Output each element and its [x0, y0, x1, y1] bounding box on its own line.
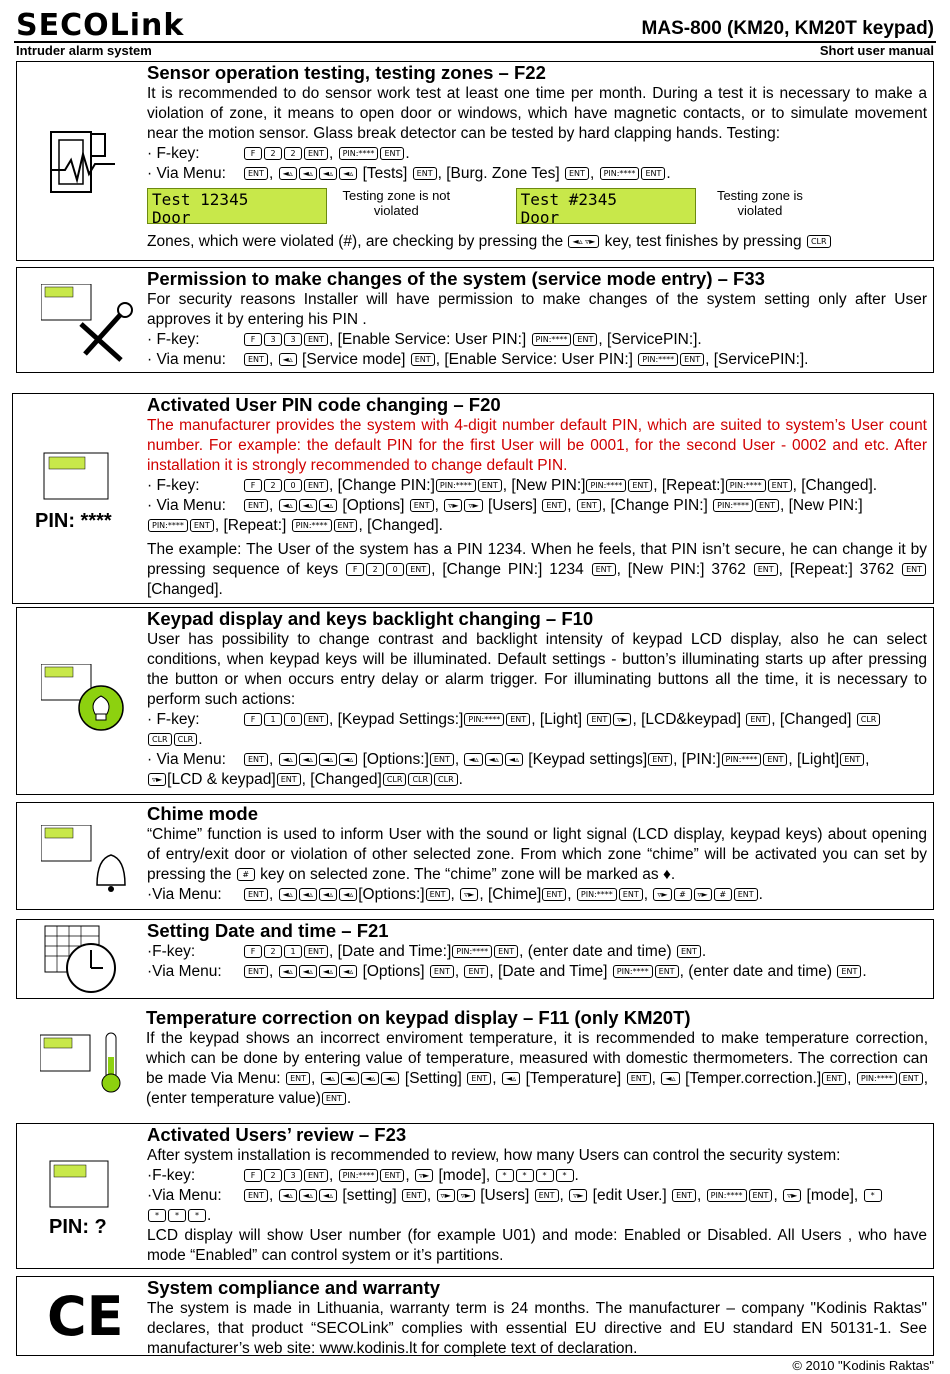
key-star: *	[864, 1189, 882, 1202]
key-left: ◄▵	[279, 888, 297, 901]
key-f: F	[244, 147, 262, 160]
key-ent: ENT	[467, 1072, 491, 1085]
key-ent: ENT	[746, 713, 770, 726]
lcd-note: Testing zone is violated	[716, 188, 803, 218]
key-ent: ENT	[430, 965, 454, 978]
fkey-line: · F-key: F 1 0 ENT , [Keypad Settings:] PIN:**** ENT , [Light] ENT ▿► , [LCD&keypad] ENT , [Changed] CLR CLR CLR .	[147, 710, 927, 750]
key-right: ▿►	[613, 713, 631, 726]
section-users-review	[16, 1123, 934, 1269]
paragraph: The system is made in Lithuania, warranty term is 24 months. The manufacturer – company "Kodinis Raktas" declares, that product “SECOLink” complies with essential EU directive and EU standard EN 50131-1. See manufacturer’s web site: www.kodinis.lt for complete text of declaration.	[147, 1300, 927, 1357]
key-clr: CLR	[807, 235, 831, 248]
key-right: ▿►	[569, 1189, 587, 1202]
key-ent: ENT	[430, 753, 454, 766]
key-ent: ENT	[587, 713, 611, 726]
key-right: ▿►	[464, 499, 482, 512]
key-ent: ENT	[190, 519, 214, 532]
chime-mark-icon: ♦	[663, 866, 671, 883]
key-ent: ENT	[840, 753, 864, 766]
section-heading: Permission to make changes of the system (service mode entry) – F33	[147, 268, 765, 289]
ce-mark-icon: CE	[47, 1285, 124, 1348]
key-ent: ENT	[402, 1189, 426, 1202]
key-2: 2	[264, 147, 282, 160]
paragraph: If the keypad shows an incorrect enviroment temperature, it is recommended to make temperature correction, which can be done by entering value of temperature, measured with domestic thermometers. The correction can be made Via Menu: ENT , ◄▵ ◄▵ ◄▵ ◄▵ [Setting] ENT , ◄▵ [Temperature] ENT , ◄▵ [Temper.correction.] ENT , PIN:**** ENT , (enter temperature value) ENT .	[146, 1030, 928, 1107]
key-clr: CLR	[174, 733, 198, 746]
paragraph: “Chime” function is used to inform User with the sound or light signal (LCD display, keypad keys) about opening of entry/exit door or violation of other selected zone. From which zone “chime” will be activated you can set by pressing the # key on selected zone. The “chime” zone will be marked as ♦.	[147, 826, 927, 883]
key-ent: ENT	[494, 945, 518, 958]
header-subtitle-right: Short user manual	[819, 43, 934, 58]
key-ent: ENT	[286, 1072, 310, 1085]
key-ent: ENT	[304, 147, 328, 160]
key-f: F	[244, 1169, 262, 1182]
pin-label: PIN: ****	[35, 510, 112, 532]
key-clr: CLR	[148, 733, 172, 746]
key-pin: PIN:****	[464, 713, 504, 726]
key-right: ▿►	[437, 1189, 455, 1202]
warning-paragraph: The manufacturer provides the system with 4-digit number default PIN, which are suited to system’s User count number. For example: the default PIN for the first User will be 0001, for the second User - 0002 and etc. After installation it is strongly recommended to change default PIN.	[147, 417, 927, 474]
key-ent: ENT	[672, 1189, 696, 1202]
key-ent: ENT	[648, 753, 672, 766]
key-pin: PIN:****	[613, 965, 653, 978]
key-pin: PIN:****	[857, 1072, 897, 1085]
key-ent: ENT	[380, 147, 404, 160]
calendar-clock-icon	[41, 924, 141, 996]
section-heading: Sensor operation testing, testing zones – F22	[147, 62, 546, 83]
section-temperature	[16, 1007, 934, 1117]
key-ent: ENT	[304, 1169, 328, 1182]
key-pin: PIN:****	[638, 353, 678, 366]
key-left: ◄▵	[279, 353, 297, 366]
section-heading: Activated Users’ review – F23	[147, 1124, 407, 1145]
key-left: ◄▵	[279, 167, 297, 180]
menu-text: [Burg. Zone Tes]	[446, 165, 560, 182]
pin-label: PIN: ?	[49, 1216, 107, 1238]
keypad-icon	[43, 452, 143, 502]
key-ent: ENT	[304, 713, 328, 726]
section-heading: Chime mode	[147, 803, 259, 824]
key-ent: ENT	[902, 563, 926, 576]
key-ent: ENT	[763, 753, 787, 766]
key-ent: ENT	[680, 353, 704, 366]
key-right: ▿►	[148, 773, 166, 786]
key-ent: ENT	[244, 753, 268, 766]
key-right: ▿►	[444, 499, 462, 512]
section-heading: Activated User PIN code changing – F20	[147, 394, 501, 415]
key-star: *	[556, 1169, 574, 1182]
key-0: 0	[386, 563, 404, 576]
fkey-line: ·F-key: F 2 1 ENT , [Date and Time:] PIN:**** ENT , (enter date and time) ENT .	[147, 943, 707, 960]
key-clr: CLR	[408, 773, 432, 786]
key-ent: ENT	[577, 499, 601, 512]
key-3: 3	[284, 333, 302, 346]
key-3: 3	[264, 333, 282, 346]
key-left: ◄▵	[321, 1072, 339, 1085]
header-title-right: MAS-800 (KM20, KM20T keypad)	[641, 18, 934, 39]
key-0: 0	[284, 479, 302, 492]
key-left: ◄▵	[339, 167, 357, 180]
key-left: ◄▵	[339, 753, 357, 766]
header-divider	[14, 41, 936, 43]
key-ent: ENT	[244, 353, 268, 366]
key-hash: #	[674, 888, 692, 901]
key-ent: ENT	[655, 965, 679, 978]
lcd-examples	[147, 188, 927, 228]
section-compliance	[16, 1276, 934, 1356]
key-ent: ENT	[573, 333, 597, 346]
menu-line: · Via menu: ENT , ◄▵ [Service mode] ENT , [Enable Service: User PIN:] PIN:**** ENT , [ServicePIN:].	[147, 351, 809, 368]
key-pin: PIN:****	[600, 167, 640, 180]
key-pin: PIN:****	[722, 753, 762, 766]
key-2: 2	[264, 1169, 282, 1182]
key-pin: PIN:****	[339, 1169, 379, 1182]
key-1: 1	[284, 945, 302, 958]
key-ent: ENT	[535, 1189, 559, 1202]
key-left: ◄▵	[319, 499, 337, 512]
key-star: *	[536, 1169, 554, 1182]
key-pin: PIN:****	[726, 479, 766, 492]
key-ent: ENT	[542, 499, 566, 512]
key-pin: PIN:****	[532, 333, 572, 346]
key-right: ▿►	[783, 1189, 801, 1202]
key-ent: ENT	[334, 519, 358, 532]
fkey-line: ·F-key: F 2 3 ENT , PIN:**** ENT , ▿► [mode], * * * * .	[147, 1167, 579, 1184]
tools-icon	[41, 284, 141, 364]
key-ent: ENT	[627, 1072, 651, 1085]
key-left: ◄▵	[485, 753, 503, 766]
menu-text: [Tests]	[362, 165, 408, 182]
menu-line: ·Via Menu: ENT , ◄▵ ◄▵ ◄▵ ◄▵ [Options] ENT , ENT , [Date and Time] PIN:**** ENT , (enter date and time) ENT .	[147, 963, 867, 980]
key-f: F	[346, 563, 364, 576]
keypad-icon	[49, 1160, 149, 1210]
key-ent: ENT	[641, 167, 665, 180]
key-star: *	[148, 1209, 166, 1222]
key-left: ◄▵	[319, 753, 337, 766]
paragraph: For security reasons Installer will have permission to make changes of the system setting only after User approves it by entering his PIN .	[147, 291, 927, 328]
key-ent: ENT	[754, 563, 778, 576]
key-star: *	[516, 1169, 534, 1182]
backlight-bulb-icon	[41, 664, 141, 744]
key-star: *	[496, 1169, 514, 1182]
key-left: ◄▵	[319, 1189, 337, 1202]
key-ent: ENT	[244, 965, 268, 978]
key-ent: ENT	[304, 333, 328, 346]
key-0: 0	[284, 713, 302, 726]
key-ent: ENT	[277, 773, 301, 786]
example-paragraph: The example: The User of the system has a PIN 1234. When he feels, that PIN isn’t secure, he can change it by pressing sequence of keys F 2 0 ENT , [Change PIN:] 1234 ENT , [New PIN:] 3762 ENT , [Repeat:] 3762 ENT [Changed].	[147, 541, 927, 598]
section-chime	[16, 802, 934, 910]
section-backlight	[16, 607, 934, 795]
key-ent: ENT	[304, 945, 328, 958]
lcd-display: Test #2345 Door	[516, 188, 696, 224]
key-2: 2	[264, 945, 282, 958]
key-right: ▿►	[457, 1189, 475, 1202]
footer-copyright: © 2010 "Kodinis Raktas"	[792, 1358, 934, 1373]
key-2: 2	[264, 479, 282, 492]
paragraph: LCD display will show User number (for example U01) and mode: Enabled or Disabled. All Users , who have mode “Enabled” can control system or it’s partitions.	[147, 1227, 927, 1264]
key-ent: ENT	[380, 1169, 404, 1182]
key-ent: ENT	[478, 479, 502, 492]
key-left: ◄▵	[341, 1072, 359, 1085]
menu-line: · Via Menu: ENT , ◄▵ ◄▵ ◄▵ ◄▵ [Options:] ENT , ◄▵ ◄▵ ◄▵ [Keypad settings] ENT , [PIN:] PIN:**** ENT , [Light] ENT , ▿► [LCD & keypad] ENT , [Changed] CLR CLR CLR .	[147, 751, 870, 788]
key-ent: ENT	[592, 563, 616, 576]
paragraph: After system installation is recommended to review, how many Users can control the security system:	[147, 1147, 841, 1164]
section-service-mode	[16, 267, 934, 373]
section-sensor-testing	[16, 61, 934, 261]
menu-line: · Via Menu: ENT , ◄▵ ◄▵ ◄▵ [Options] ENT , ▿► ▿► [Users] ENT , ENT , [Change PIN:] PIN:**** ENT , [New PIN:] PIN:**** ENT , [Repeat:] PIN:**** ENT , [Changed].	[147, 497, 863, 534]
thermometer-icon	[40, 1031, 140, 1095]
key-left: ◄▵	[299, 753, 317, 766]
key-left: ◄▵	[279, 965, 297, 978]
lcd-note: Testing zone is not violated	[342, 188, 451, 218]
key-ent: ENT	[822, 1072, 846, 1085]
sensor-door-icon	[41, 124, 141, 204]
key-ent: ENT	[565, 167, 589, 180]
fkey-line: · F-key: F 2 2 ENT , PIN:**** ENT .	[147, 145, 410, 162]
section-date-time	[16, 919, 934, 999]
key-pin: PIN:****	[148, 519, 188, 532]
key-3: 3	[284, 1169, 302, 1182]
key-2: 2	[284, 147, 302, 160]
key-ent: ENT	[506, 713, 530, 726]
logo: SECOLink	[16, 8, 185, 43]
key-left: ◄▵	[661, 1072, 679, 1085]
fkey-line: · F-key: F 3 3 ENT , [Enable Service: User PIN:] PIN:**** ENT , [ServicePIN:].	[147, 331, 702, 348]
key-left: ◄▵	[505, 753, 523, 766]
key-left: ◄▵	[279, 1189, 297, 1202]
key-f: F	[244, 333, 262, 346]
section-pin-change	[12, 393, 934, 604]
key-1: 1	[264, 713, 282, 726]
key-right: ▿►	[653, 888, 671, 901]
key-right: ▿►	[694, 888, 712, 901]
key-ent: ENT	[244, 499, 268, 512]
key-hash: #	[237, 868, 255, 881]
key-ent: ENT	[734, 888, 758, 901]
key-ent: ENT	[244, 1189, 268, 1202]
key-ent: ENT	[304, 479, 328, 492]
key-left: ◄▵	[299, 167, 317, 180]
key-ent: ENT	[749, 1189, 773, 1202]
key-ent: ENT	[677, 945, 701, 958]
key-clr: CLR	[434, 773, 458, 786]
key-star: *	[168, 1209, 186, 1222]
key-ent: ENT	[322, 1092, 346, 1105]
key-ent: ENT	[899, 1072, 923, 1085]
menu-line: · Via Menu: ENT , ◄▵ ◄▵ ◄▵ ◄▵ [Tests] ENT , [Burg. Zone Tes] ENT , PIN:**** ENT .	[147, 165, 671, 182]
key-ent: ENT	[628, 479, 652, 492]
key-pin: PIN:****	[339, 147, 379, 160]
key-pin: PIN:****	[292, 519, 332, 532]
key-left: ◄▵	[279, 499, 297, 512]
key-pin: PIN:****	[577, 888, 617, 901]
key-hash: #	[714, 888, 732, 901]
key-left: ◄▵	[319, 167, 337, 180]
key-ent: ENT	[410, 499, 434, 512]
key-ent: ENT	[464, 965, 488, 978]
fkey-label: · F-key:	[147, 145, 200, 162]
key-ent: ENT	[837, 965, 861, 978]
paragraph: User has possibility to change contrast and backlight intensity of keypad LCD display, also he can select conditions, when keypad keys will be illuminated. Default settings - button’s illuminating starts up after pressing the button or when occurs entry delay or alarm trigger. For illuminating buttons all the time, it is necessary to perform such actions:	[147, 631, 927, 708]
key-left: ◄▵	[381, 1072, 399, 1085]
section-heading: Setting Date and time – F21	[147, 920, 389, 941]
key-arrows: ◄▵ ▿►	[568, 235, 599, 248]
key-left: ◄▵	[361, 1072, 379, 1085]
paragraph: Zones, which were violated (#), are checking by pressing the ◄▵ ▿► key, test finishes by pressing CLR	[147, 232, 927, 252]
menu-label: · Via Menu:	[147, 165, 226, 182]
key-left: ◄▵	[299, 888, 317, 901]
key-ent: ENT	[411, 353, 435, 366]
key-ent: ENT	[542, 888, 566, 901]
key-ent: ENT	[755, 499, 779, 512]
section-heading: Temperature correction on keypad display – F11 (only KM20T)	[146, 1007, 691, 1028]
key-left: ◄▵	[464, 753, 482, 766]
key-ent: ENT	[426, 888, 450, 901]
key-star: *	[188, 1209, 206, 1222]
key-f: F	[244, 713, 262, 726]
key-pin: PIN:****	[707, 1189, 747, 1202]
key-left: ◄▵	[339, 888, 357, 901]
key-ent: ENT	[244, 888, 268, 901]
key-ent: ENT	[619, 888, 643, 901]
key-pin: PIN:****	[713, 499, 753, 512]
key-pin: PIN:****	[436, 479, 476, 492]
key-left: ◄▵	[502, 1072, 520, 1085]
key-left: ◄▵	[299, 965, 317, 978]
key-2: 2	[366, 563, 384, 576]
key-f: F	[244, 945, 262, 958]
paragraph: It is recommended to do sensor work test at least one time per month. During a test it is necessary to make a violation of zone, it means to open door or windows, which have magnetic contacts, or to simulate movement near the motion sensor. Glass break detector can be tested by hard clapping hands. Testing:	[147, 85, 927, 142]
key-ent: ENT	[413, 167, 437, 180]
key-pin: PIN:****	[452, 945, 492, 958]
menu-line: ·Via Menu: ENT , ◄▵ ◄▵ ◄▵ ◄▵ [Options:] ENT , ▿► , [Chime] ENT , PIN:**** ENT , ▿► # ▿► # ENT .	[147, 886, 763, 903]
key-left: ◄▵	[279, 753, 297, 766]
key-left: ◄▵	[319, 965, 337, 978]
key-left: ◄▵	[339, 965, 357, 978]
key-ent: ENT	[768, 479, 792, 492]
key-left: ◄▵	[299, 1189, 317, 1202]
key-right: ▿►	[415, 1169, 433, 1182]
key-ent: ENT	[244, 167, 268, 180]
key-f: F	[244, 479, 262, 492]
key-left: ◄▵	[299, 499, 317, 512]
fkey-line: · F-key: F 2 0 ENT , [Change PIN:] PIN:**** ENT , [New PIN:] PIN:**** ENT , [Repeat:] PIN:**** ENT , [Changed].	[147, 477, 878, 494]
key-left: ◄▵	[319, 888, 337, 901]
section-heading: System compliance and warranty	[147, 1277, 441, 1298]
lcd-display: Test 12345 Door	[147, 188, 327, 224]
section-heading: Keypad display and keys backlight changing – F10	[147, 608, 594, 629]
bell-icon	[41, 825, 141, 897]
header-subtitle-left: Intruder alarm system	[16, 43, 152, 58]
key-ent: ENT	[406, 563, 430, 576]
key-pin: PIN:****	[586, 479, 626, 492]
key-clr: CLR	[857, 713, 881, 726]
menu-line: ·Via Menu: ENT , ◄▵ ◄▵ ◄▵ [setting] ENT , ▿► ▿► [Users] ENT , ▿► [edit User.] ENT , PIN:**** ENT , ▿► [mode], * * * * .	[147, 1186, 927, 1226]
key-right: ▿►	[460, 888, 478, 901]
key-clr: CLR	[383, 773, 407, 786]
